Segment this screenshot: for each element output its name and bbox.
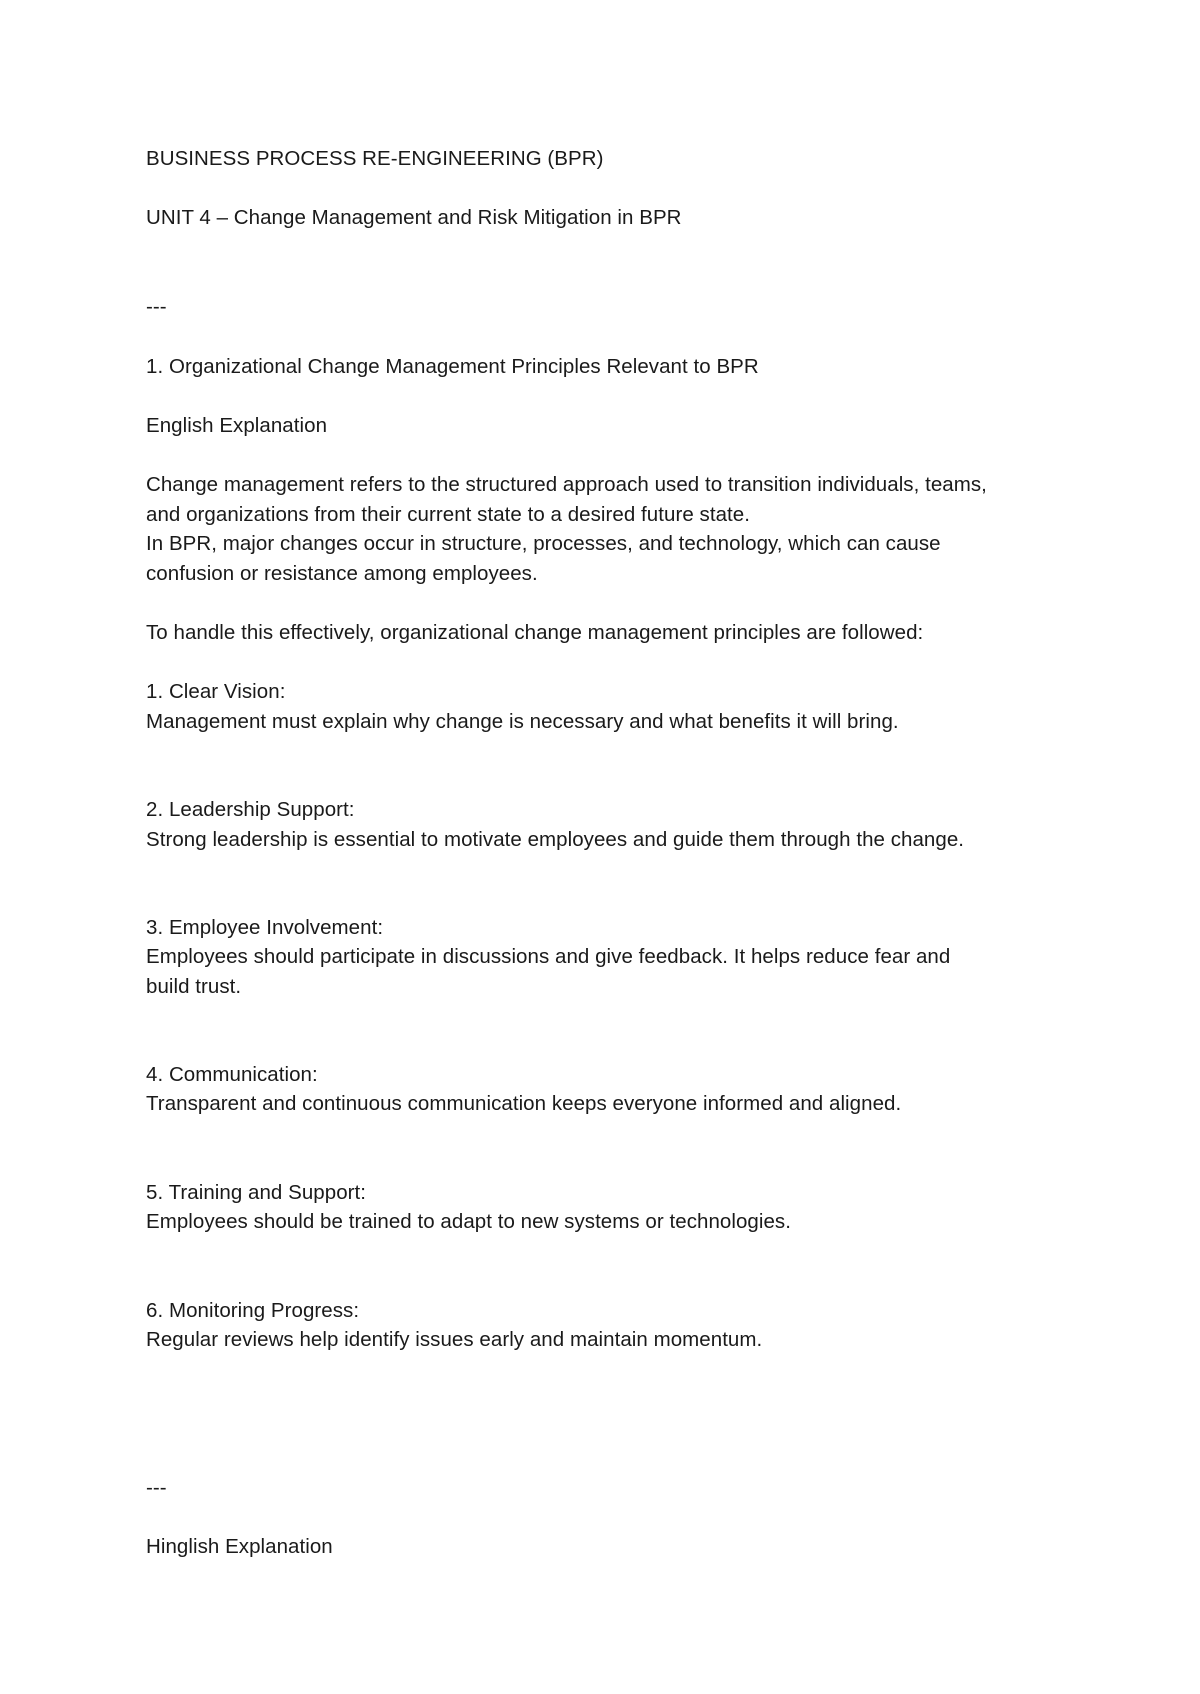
principle-text: Employees should participate in discussions and give feedback. It helps reduce fear and [146, 945, 951, 968]
principle-heading: 2. Leadership Support: [146, 798, 355, 821]
principle-text: build trust. [146, 975, 242, 998]
principle-text: Employees should be trained to adapt to new systems or technologies. [146, 1210, 791, 1233]
principles-lead-text: To handle this effectively, organizational change management principles are followed: [146, 621, 924, 644]
unit-heading: UNIT 4 – Change Management and Risk Mitigation in BPR [146, 206, 682, 229]
section-divider: --- [146, 295, 167, 318]
intro-paragraph-line: Change management refers to the structured approach used to transition individuals, teams, [146, 473, 987, 496]
intro-paragraph-line: confusion or resistance among employees. [146, 562, 538, 585]
section-divider: --- [146, 1476, 167, 1499]
english-explanation-label: English Explanation [146, 414, 328, 437]
hinglish-explanation-label: Hinglish Explanation [146, 1535, 333, 1558]
principle-heading: 1. Clear Vision: [146, 680, 286, 703]
principle-heading: 6. Monitoring Progress: [146, 1299, 360, 1322]
document-title: BUSINESS PROCESS RE-ENGINEERING (BPR) [146, 147, 604, 170]
intro-paragraph-line: In BPR, major changes occur in structure, processes, and technology, which can cause [146, 532, 941, 555]
principle-heading: 4. Communication: [146, 1063, 318, 1086]
principle-text: Transparent and continuous communication keeps everyone informed and aligned. [146, 1092, 902, 1115]
principle-text: Regular reviews help identify issues early and maintain momentum. [146, 1328, 763, 1351]
principle-heading: 5. Training and Support: [146, 1181, 367, 1204]
principle-heading: 3. Employee Involvement: [146, 916, 384, 939]
section-heading: 1. Organizational Change Management Principles Relevant to BPR [146, 355, 759, 378]
intro-paragraph-line: and organizations from their current state to a desired future state. [146, 503, 750, 526]
principle-text: Management must explain why change is necessary and what benefits it will bring. [146, 710, 899, 733]
principle-text: Strong leadership is essential to motivate employees and guide them through the change. [146, 828, 965, 851]
